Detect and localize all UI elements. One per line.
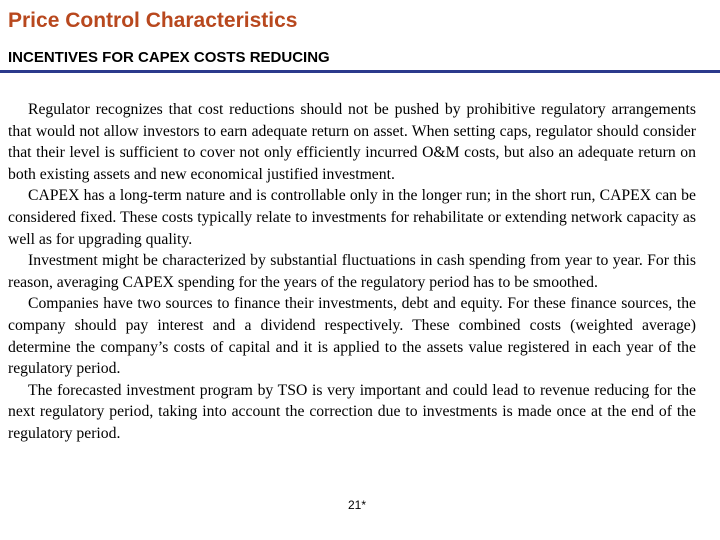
paragraph-regulator: Regulator recognizes that cost reductions should not be pushed by prohibitive regulatory arrangements that would not allow investors to earn adequate return on asset. When setting caps, regulator should consider that their level is sufficient to cover not only efficiently incurred O&M costs, but also an adequate return on both existing assets and new economical justified investment. xyxy=(8,101,696,183)
paragraph-forecasted-investment: The forecasted investment program by TSO is very important and could lead to revenue reducing for the next regulatory period, taking into account the correction due to investments is made once at the end of the regulatory period. xyxy=(8,381,696,442)
page-number: 21* xyxy=(348,498,367,512)
page-title: Price Control Characteristics xyxy=(8,9,298,32)
body-text xyxy=(8,99,696,445)
paragraph-investment-fluctuations: Investment might be characterized by substantial fluctuations in cash spending from year to year. For this reason, averaging CAPEX spending for the years of the regulatory period has to be smoothed. xyxy=(8,252,696,291)
paragraph-finance-sources: Companies have two sources to finance their investments, debt and equity. For these finance sources, the company should pay interest and a dividend respectively. These combined costs (weighted average) determine the company’s costs of capital and it is applied to the assets value registered in each year of the regulatory period. xyxy=(8,295,696,378)
section-subtitle: INCENTIVES FOR CAPEX COSTS REDUCING xyxy=(8,49,330,66)
header-divider xyxy=(0,70,720,73)
paragraph-capex-nature: CAPEX has a long-term nature and is controllable only in the longer run; in the short run, CAPEX can be considered fixed. These costs typically relate to investments for rehabilitate or extending network capacity as well as for upgrading quality. xyxy=(8,187,696,248)
